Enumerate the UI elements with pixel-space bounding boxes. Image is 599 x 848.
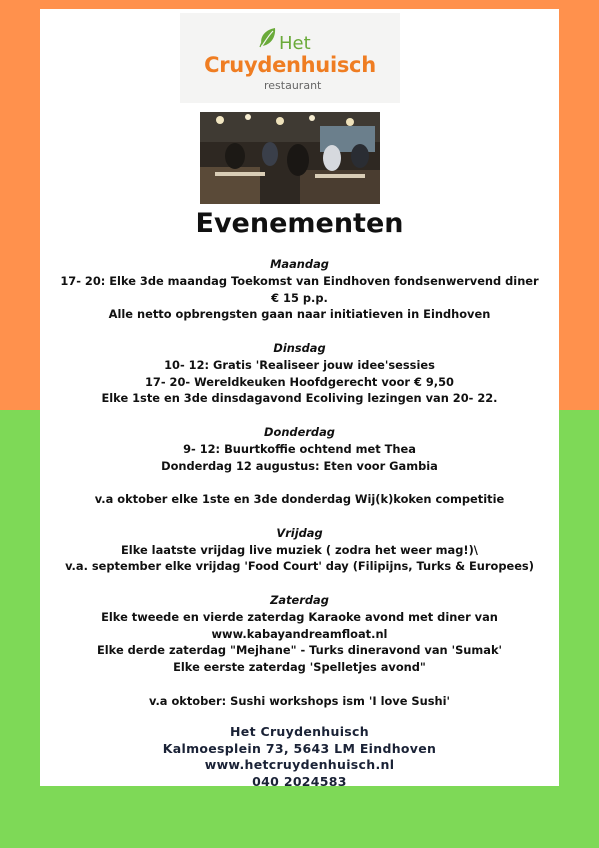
event-line: Elke derde zaterdag "Mejhane" - Turks dineravond van 'Sumak'	[96, 643, 503, 658]
event-line: Elke tweede en vierde zaterdag Karaoke avond met diner van	[101, 609, 498, 624]
event-line: v.a oktober elke 1ste en 3de donderdag Wij(k)koken competitie	[94, 492, 505, 507]
logo-subtitle: restaurant	[264, 79, 322, 92]
footer-phone: 040 2024583	[252, 773, 347, 789]
restaurant-logo	[180, 13, 400, 103]
day-heading: Dinsdag	[273, 340, 326, 355]
section-spacer	[40, 508, 559, 525]
section-spacer	[40, 575, 559, 592]
line-spacer	[40, 474, 559, 491]
event-line: Elke 1ste en 3de dinsdagavond Ecoliving lezingen van 20- 22.	[101, 391, 498, 406]
events-list	[40, 256, 559, 710]
logo-name: Cruydenhuisch	[204, 53, 376, 77]
leaf-icon	[258, 26, 278, 48]
footer-address: Kalmoesplein 73, 5643 LM Eindhoven	[162, 740, 437, 756]
event-line: v.a. september elke vrijdag 'Food Court' day (Filipijns, Turks & Europees)	[65, 559, 534, 574]
section-spacer	[40, 407, 559, 424]
section-spacer	[40, 323, 559, 340]
footer-website: www.hetcruydenhuisch.nl	[204, 757, 395, 772]
logo-het: Het	[279, 33, 311, 54]
event-line: 9- 12: Buurtkoffie ochtend met Thea	[183, 441, 416, 456]
footer-contact	[40, 724, 559, 790]
event-line: Elke eerste zaterdag 'Spelletjes avond"	[173, 660, 426, 675]
event-line: 17- 20- Wereldkeuken Hoofdgerecht voor € 9,50	[145, 374, 454, 389]
event-line: Elke laatste vrijdag live muziek ( zodra het weer mag!)\	[121, 542, 478, 557]
event-line: 17- 20: Elke 3de maandag Toekomst van Eindhoven fondsenwervend diner	[60, 273, 539, 288]
event-line: 10- 12: Gratis 'Realiseer jouw idee'sessies	[164, 357, 435, 372]
day-heading: Donderdag	[264, 424, 335, 439]
day-heading: Zaterdag	[270, 592, 329, 607]
event-line: v.a oktober: Sushi workshops ism 'I love Sushi'	[148, 693, 451, 708]
restaurant-photo	[200, 112, 380, 204]
line-spacer	[40, 676, 559, 693]
event-line: Donderdag 12 augustus: Eten voor Gambia	[161, 458, 438, 473]
footer-name: Het Cruydenhuisch	[230, 724, 369, 739]
event-line: Alle netto opbrengsten gaan naar initiatieven in Eindhoven	[108, 307, 491, 322]
day-heading: Vrijdag	[276, 525, 323, 540]
page-title: Evenementen	[195, 208, 404, 239]
event-line: € 15 p.p.	[271, 290, 328, 305]
day-heading: Maandag	[270, 257, 329, 271]
event-line: www.kabayandreamfloat.nl	[211, 626, 388, 641]
